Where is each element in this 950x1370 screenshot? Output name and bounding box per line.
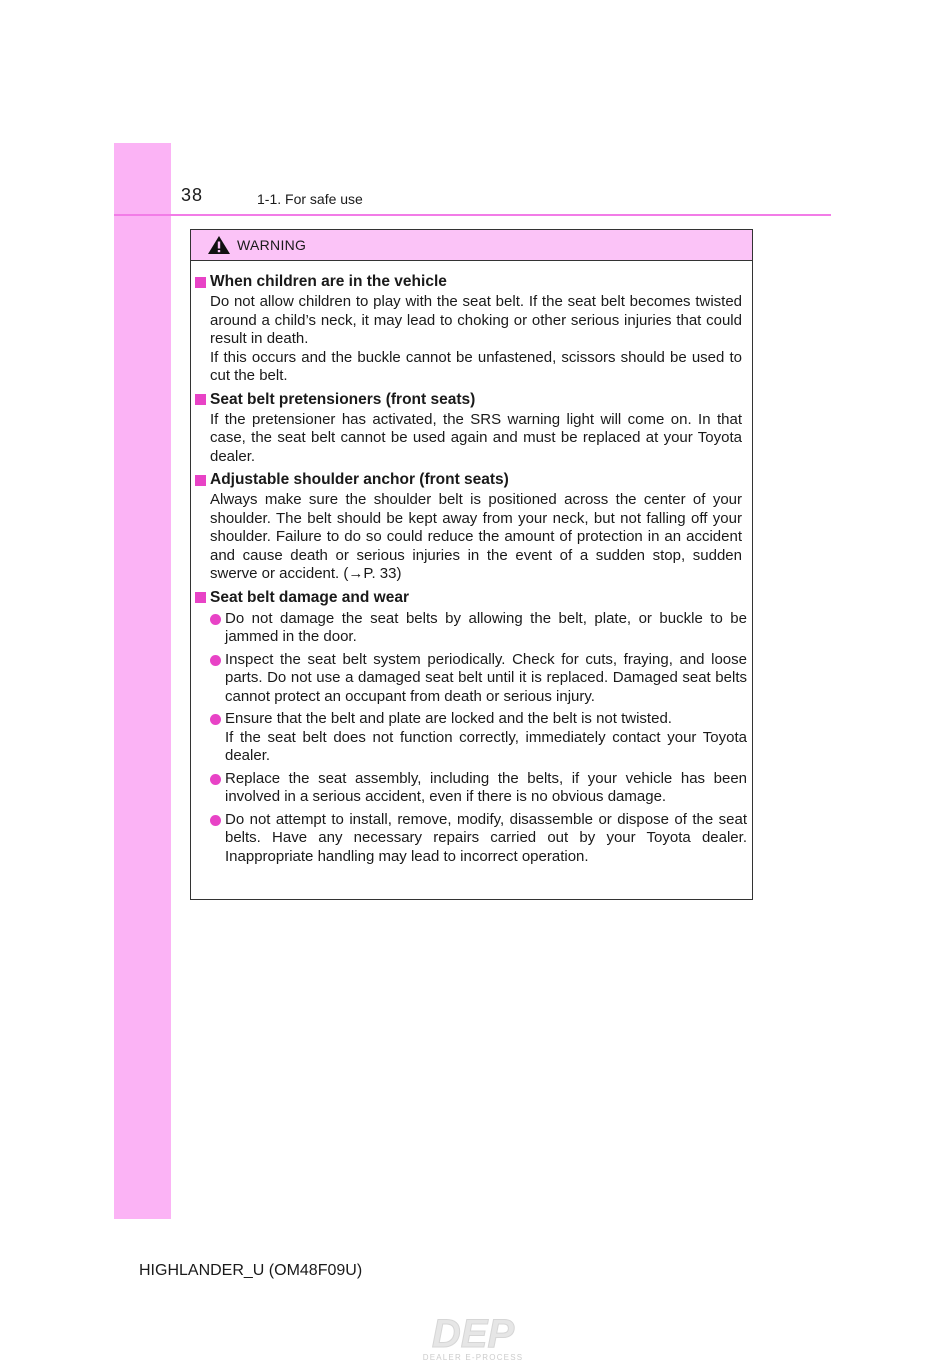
- footer-model: HIGHLANDER_U (OM48F09U): [139, 1262, 363, 1279]
- square-bullet-icon: [195, 394, 206, 405]
- section-children: [195, 272, 742, 386]
- section-heading-text: Seat belt pretensioners (front seats): [210, 390, 476, 408]
- circle-bullet-icon: [210, 774, 221, 785]
- section-shoulder-anchor: [195, 470, 742, 584]
- list-item: [210, 710, 747, 766]
- warning-triangle-icon: [207, 235, 231, 255]
- list-item-text: Ensure that the belt and plate are locked and the belt is not twisted.: [225, 710, 672, 727]
- warning-label: WARNING: [237, 237, 307, 253]
- circle-bullet-icon: [210, 714, 221, 725]
- section-paragraph: Do not allow children to play with the seat belt. If the seat belt becomes twisted around a child’s neck, it may lead to choking or other serious injuries that could result in death.: [210, 293, 742, 347]
- logo-subtext: DEALER E-PROCESS: [422, 1353, 524, 1362]
- side-tab: [114, 143, 171, 1219]
- circle-bullet-icon: [210, 815, 221, 826]
- header-rule: [114, 214, 831, 216]
- logo-text: DEP: [431, 1312, 515, 1356]
- square-bullet-icon: [195, 277, 206, 288]
- section-heading-text: Adjustable shoulder anchor (front seats): [210, 471, 509, 488]
- circle-bullet-icon: [210, 614, 221, 625]
- list-item-text: Do not attempt to install, remove, modify, disassemble or dispose of the seat belts. Have any necessary repairs carried out by your Toyota dealer. Inappropriate handling may lead to incorrect operation.: [225, 810, 747, 865]
- list-item: [210, 650, 747, 707]
- dep-logo: [405, 1311, 541, 1363]
- square-bullet-icon: [195, 475, 206, 486]
- circle-bullet-icon: [210, 655, 221, 666]
- section-pretensioners: [195, 390, 742, 467]
- section-heading-text: Seat belt damage and wear: [210, 588, 409, 606]
- list-item: [210, 609, 747, 647]
- list-item-text: Inspect the seat belt system periodically. Check for cuts, fraying, and loose parts. Do not use a damaged seat belt until it is replaced. Damaged seat belts cannot protect an occupant from death or serious injury.: [225, 650, 747, 705]
- section-damage-wear: [195, 588, 747, 867]
- list-item: [210, 810, 747, 867]
- warning-box: [190, 229, 753, 900]
- section-heading: [195, 470, 742, 490]
- section-heading-text: When children are in the vehicle: [210, 273, 447, 290]
- section-paragraph: If this occurs and the buckle cannot be unfastened, scissors should be used to cut the belt.: [210, 348, 742, 384]
- page-number: 38: [181, 185, 204, 205]
- section-heading: [195, 390, 742, 410]
- section-heading: [195, 272, 742, 292]
- list-item-text: Do not damage the seat belts by allowing the belt, plate, or buckle to be jammed in the door.: [225, 609, 747, 645]
- list-item-text: If the seat belt does not function correctly, immediately contact your Toyota dealer.: [225, 728, 747, 764]
- section-paragraph: Always make sure the shoulder belt is positioned across the center of your shoulder. The belt should be kept away from your neck, but not falling off your shoulder. Failure to do so could reduce the amount of protection in an accident and cause death or serious injuries in the event of a sudden stop, sudden swerve or accident. (→P. 33): [210, 491, 742, 582]
- square-bullet-icon: [195, 592, 206, 603]
- warning-header: [191, 230, 752, 261]
- warning-body: [191, 261, 752, 866]
- section-title: 1-1. For safe use: [257, 191, 363, 207]
- section-paragraph: If the pretensioner has activated, the SRS warning light will come on. In that case, the seat belt cannot be used again and must be replaced at your Toyota dealer.: [210, 410, 742, 465]
- list-item: [210, 769, 747, 807]
- list-item-text: Replace the seat assembly, including the belts, if your vehicle has been involved in a serious accident, even if there is no obvious damage.: [225, 769, 747, 805]
- section-heading: [195, 588, 742, 608]
